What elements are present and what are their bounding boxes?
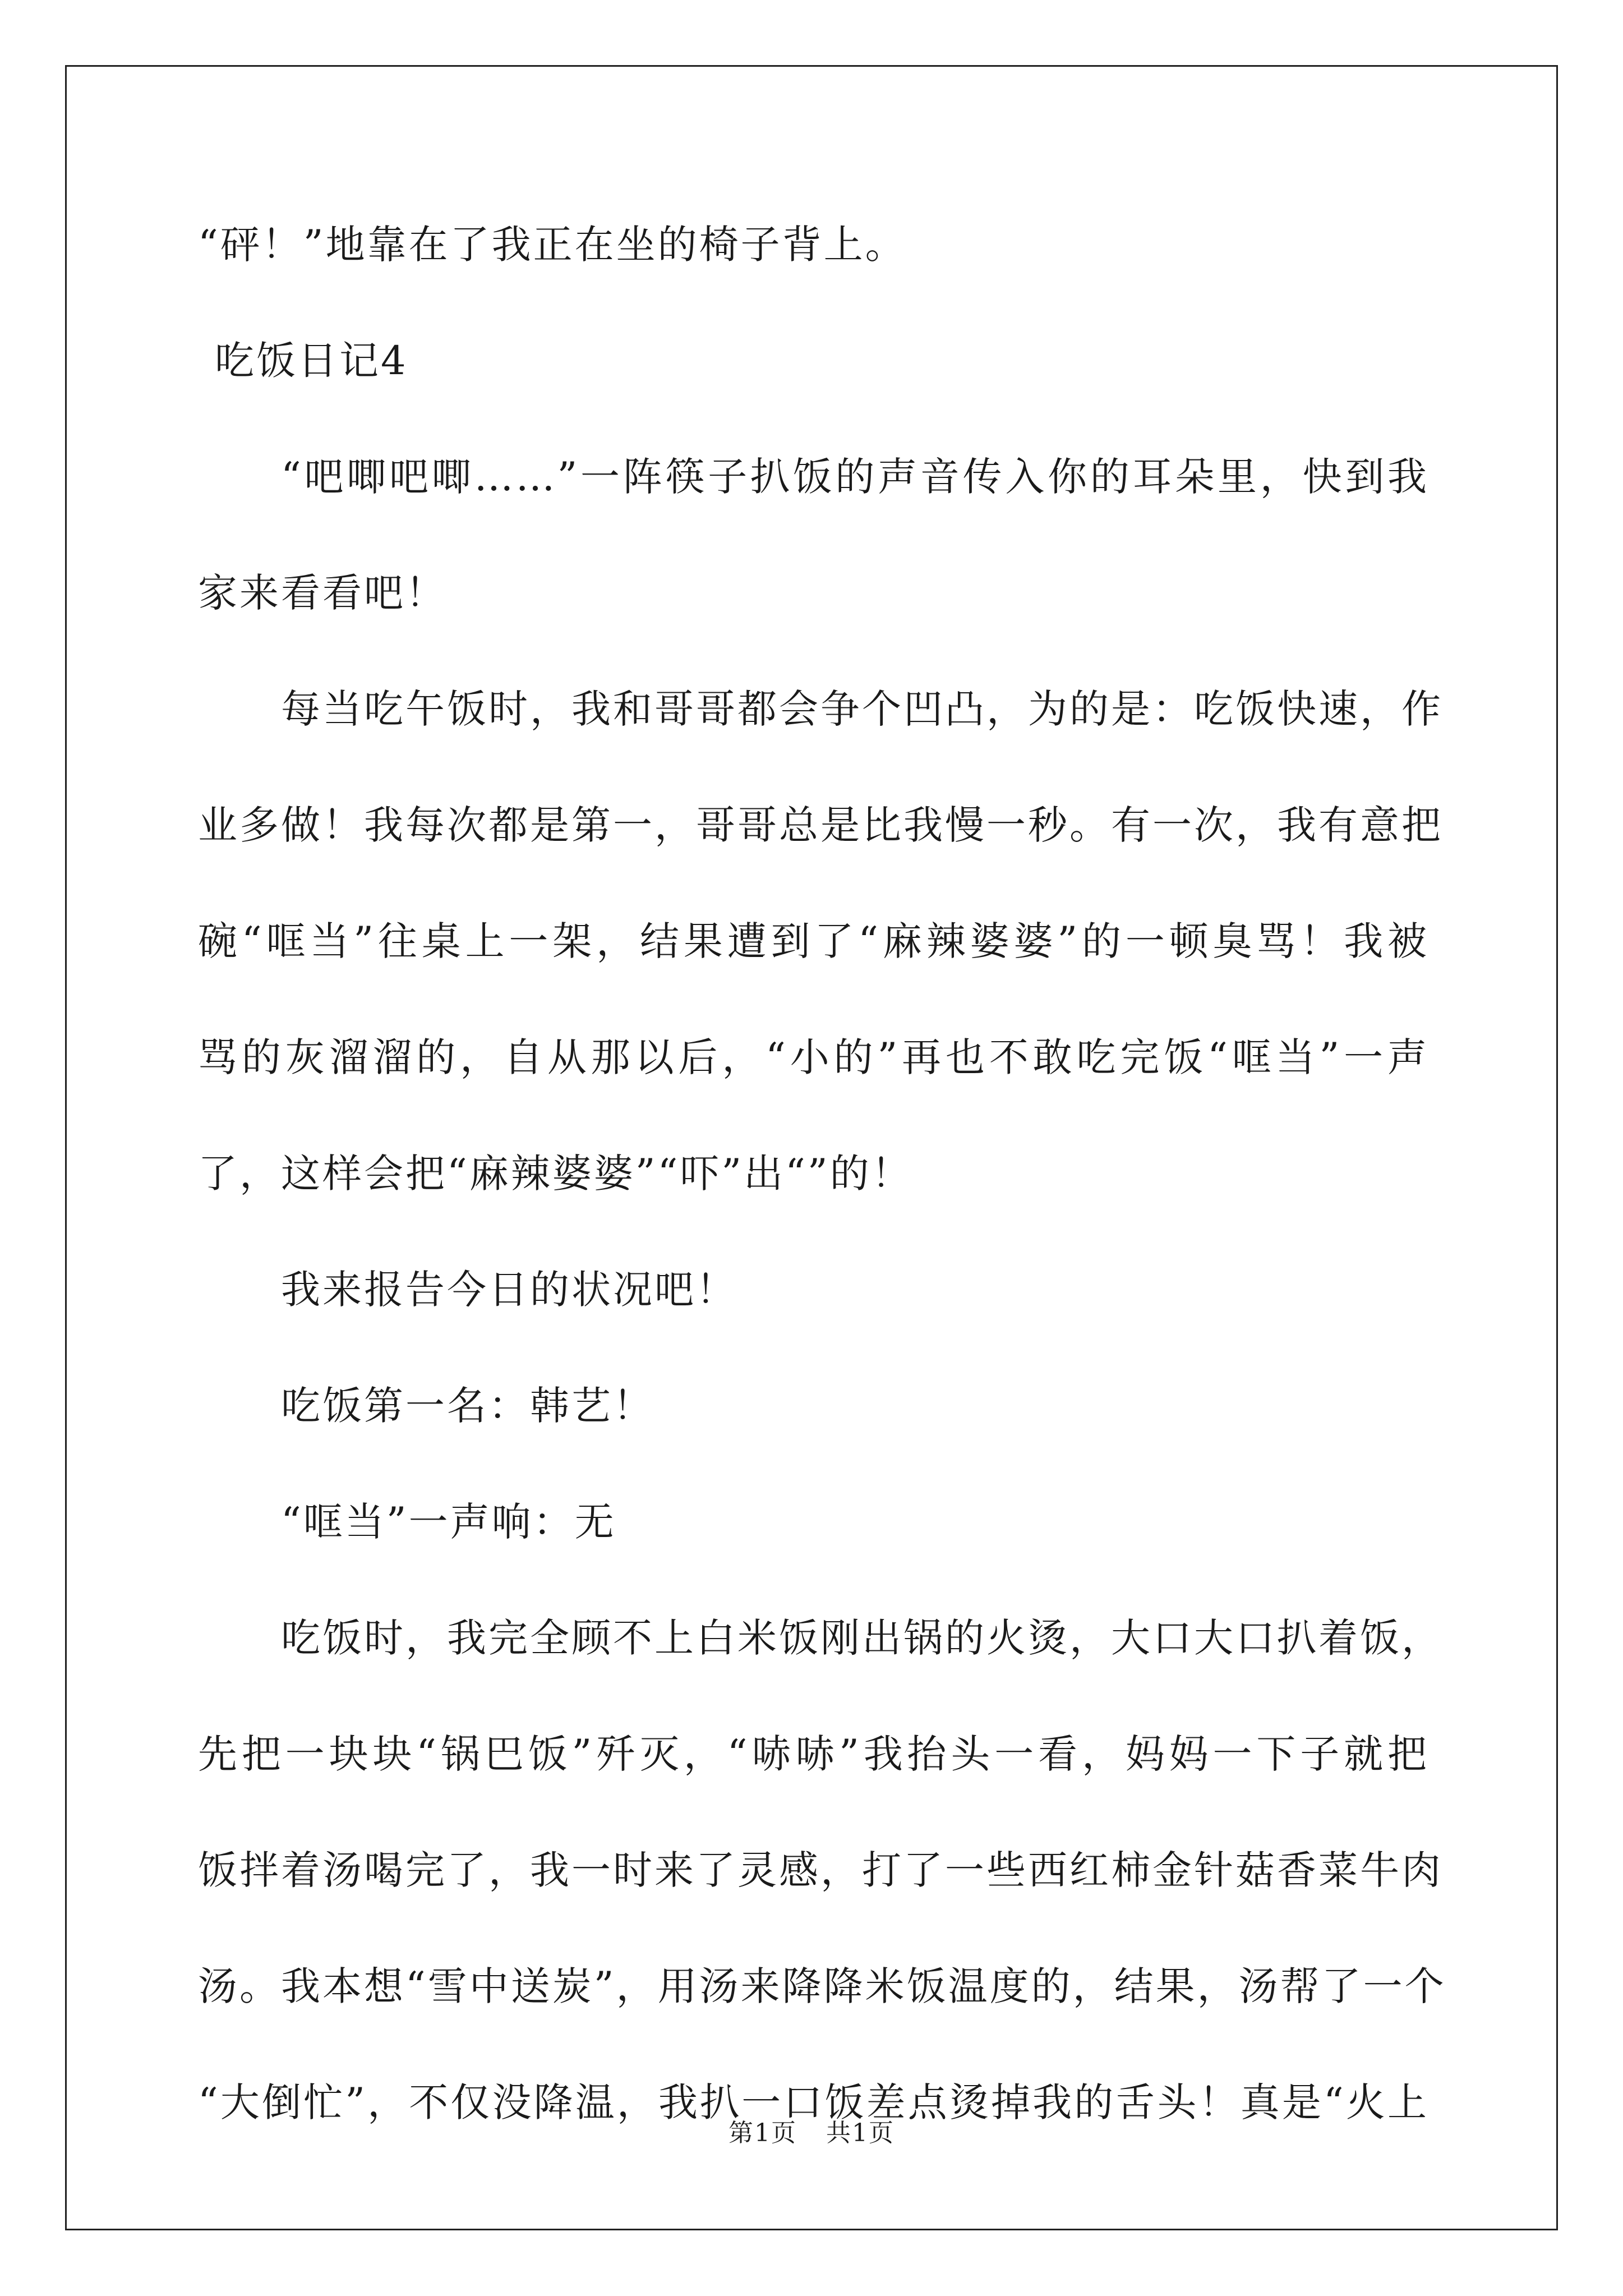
section-title: 吃饭日记4: [215, 338, 408, 384]
paragraph-line: “吧唧吧唧……”一阵筷子扒饭的声音传入你的耳朵里，快到我: [281, 454, 1429, 500]
paragraph-line: 业多做！我每次都是第一，哥哥总是比我慢一秒。有一次，我有意把: [198, 802, 1443, 848]
paragraph-line: 骂的灰溜溜的，自从那以后，“小的”再也不敢吃完饭“哐当”一声: [198, 1034, 1429, 1080]
paragraph-line: “大倒忙”，不仅没降温，我扒一口饭差点烫掉我的舌头！真是“火上: [198, 2079, 1429, 2125]
paragraph-line: 家来看看吧！: [198, 570, 447, 616]
page-number: 第1页: [728, 2119, 797, 2147]
paragraph-line: 我来报告今日的状况吧！: [281, 1267, 737, 1313]
paragraph-line: 吃饭第一名：韩艺！: [281, 1383, 654, 1429]
paragraph-line: 吃饭时，我完全顾不上白米饭刚出锅的火烫，大口大口扒着饭，: [281, 1615, 1443, 1661]
paragraph-line: 每当吃午饭时，我和哥哥都会争个凹凸，为的是：吃饭快速，作: [281, 686, 1443, 732]
paragraph-line: 了，这样会把“麻辣婆婆”“吓”出“”的！: [198, 1151, 913, 1197]
page-footer: [0, 2118, 1623, 2149]
paragraph-line: 碗“哐当”往桌上一架，结果遭到了“麻辣婆婆”的一顿臭骂！我被: [198, 918, 1429, 964]
paragraph-line: “砰！”地靠在了我正在坐的椅子背上。: [198, 222, 907, 268]
paragraph-line: 先把一块块“锅巴饭”歼灭，“哧哧”我抬头一看，妈妈一下子就把: [198, 1731, 1429, 1777]
paragraph-line: “哐当”一声响：无: [281, 1499, 616, 1545]
page-total: 共1页: [826, 2119, 895, 2147]
paragraph-line: 饭拌着汤喝完了，我一时来了灵感，打了一些西红柿金针菇香菜牛肉: [198, 1847, 1443, 1893]
document-body: [198, 217, 1446, 2191]
paragraph-line: 汤。我本想“雪中送炭”，用汤来降降米饭温度的，结果，汤帮了一个: [198, 1963, 1446, 2009]
